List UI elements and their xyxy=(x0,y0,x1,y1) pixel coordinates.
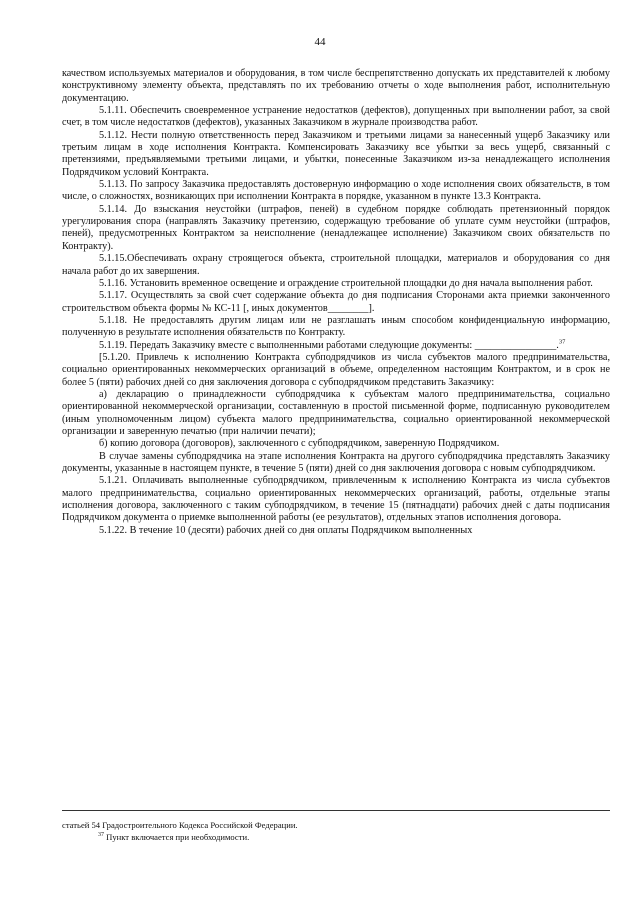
paragraph-subcontractor-replacement: В случае замены субподрядчика на этапе исполнения Контракта на другого субподрядчика представлять Заказчику документы, указанные в настоящем пункте, в течение 5 (пяти) дней со дня заключения договора с новым субподрядчиком. xyxy=(62,450,610,474)
contract-body xyxy=(62,68,610,537)
paragraph-5-1-19 xyxy=(62,340,610,352)
paragraph-continuation: качеством используемых материалов и оборудования, в том числе беспрепятственно допускать их представителей к любому конструктивному элементу объекта, представлять по их требованию отчеты о ходе выполнения работ, исполнительную документацию. xyxy=(62,68,610,104)
paragraph-5-1-11: 5.1.11. Обеспечить своевременное устранение недостатков (дефектов), допущенных при выполнении работ, за свой счет, в том числе недостатков (дефектов), указанных Заказчиком в журнале производства работ. xyxy=(62,105,610,129)
paragraph-5-1-20: [5.1.20. Привлечь к исполнению Контракта субподрядчиков из числа субъектов малого предпринимательства, социально ориентированных некоммерческих организаций в объеме, определенном настоящим Контрактом, и в срок не более 5 (пяти) рабочих дней со дня заключения договора с субподрядчиком представить Заказчику: xyxy=(62,351,610,388)
footnote-37-mark: 37 xyxy=(98,831,104,838)
page-number: 44 xyxy=(314,36,326,48)
footnote-37-text: Пункт включается при необходимости. xyxy=(104,831,250,842)
footnotes xyxy=(62,820,610,843)
paragraph-5-1-14: 5.1.14. До взыскания неустойки (штрафов, пеней) в судебном порядке соблюдать претензионный порядок урегулирования спора (направлять Заказчику претензию, содержащую требование об уплате сумм неустойки (штрафов, пеней), предусмотренных Контрактом за неисполнение (ненадлежащее исполнение) Заказчиком своих обязательств по Контракту). xyxy=(62,203,610,252)
paragraph-5-1-12: 5.1.12. Нести полную ответственность перед Заказчиком и третьими лицами за нанесенный ущерб Заказчику или третьим лицам в ходе исполнения Контракта. Компенсировать Заказчику все убытки за весь ущерб, связанный с претензиями, предъявляемыми третьими лицами, и убытки, понесенные Заказчиком из-за ненадлежащего исполнения Подрядчиком условий Контракта. xyxy=(62,129,610,178)
paragraph-5-1-18: 5.1.18. Не предоставлять другим лицам или не разглашать иным способом конфиденциальную информацию, полученную в результате исполнения обязательств по Контракту. xyxy=(62,314,610,339)
paragraph-5-1-13: 5.1.13. По запросу Заказчика предоставлять достоверную информацию о ходе исполнения своих обязательств, в том числе, о сложностях, возникающих при исполнении Контракта в порядке, указанном в пункте 13.3 Контракта. xyxy=(62,179,610,203)
paragraph-5-1-15: 5.1.15.Обеспечивать охрану строящегося объекта, строительной площадки, материалов и оборудования со дня начала работ до их завершения. xyxy=(62,253,610,277)
paragraph-5-1-20-b: б) копию договора (договоров), заключенного с субподрядчиком, заверенную Подрядчиком. xyxy=(99,438,500,450)
footnote-separator xyxy=(62,810,610,811)
paragraph-5-1-21: 5.1.21. Оплачивать выполненные субподрядчиком, привлеченным к исполнению Контракта из числа субъектов малого предпринимательства, социально ориентированных некоммерческих организаций, работы, отдельные этапы исполнения договора, заключенного с таким субподрядчиком, в течение 15 (пятнадцати) рабочих дней с даты подписания Подрядчиком документа о приемке выполненной работы (ее результатов), отдельных этапов исполнения договора. xyxy=(62,475,610,524)
footnote-ref-37[interactable]: 37 xyxy=(558,338,566,346)
footnote-37 xyxy=(62,832,610,844)
paragraph-5-1-17: 5.1.17. Осуществлять за свой счет содержание объекта до дня подписания Сторонами акта приемки законченного строительством объекта формы № КС-11 [, иных документов________]. xyxy=(62,290,610,314)
paragraph-5-1-22: 5.1.22. В течение 10 (десяти) рабочих дней со дня оплаты Подрядчиком выполненных xyxy=(99,524,473,536)
paragraph-5-1-16: 5.1.16. Установить временное освещение и ограждение строительной площадки до дня начала выполнения работ. xyxy=(99,277,593,289)
paragraph-5-1-19-text: 5.1.19. Передать Заказчику вместе с выполненными работами следующие документы: ________________. xyxy=(99,339,559,351)
paragraph-5-1-20-a: а) декларацию о принадлежности субподрядчика к субъектам малого предпринимательства, социально ориентированной некоммерческой организации, составленную в простой письменной форме, подписанную руководителем (иным уполномоченным лицом) субъекта малого предпринимательства, социально ориентированной некоммерческой организации и заверенную печатью (при наличии печати); xyxy=(62,388,610,437)
footnote-continuation: статьей 54 Градостроительного Кодекса Российской Федерации. xyxy=(62,820,298,830)
